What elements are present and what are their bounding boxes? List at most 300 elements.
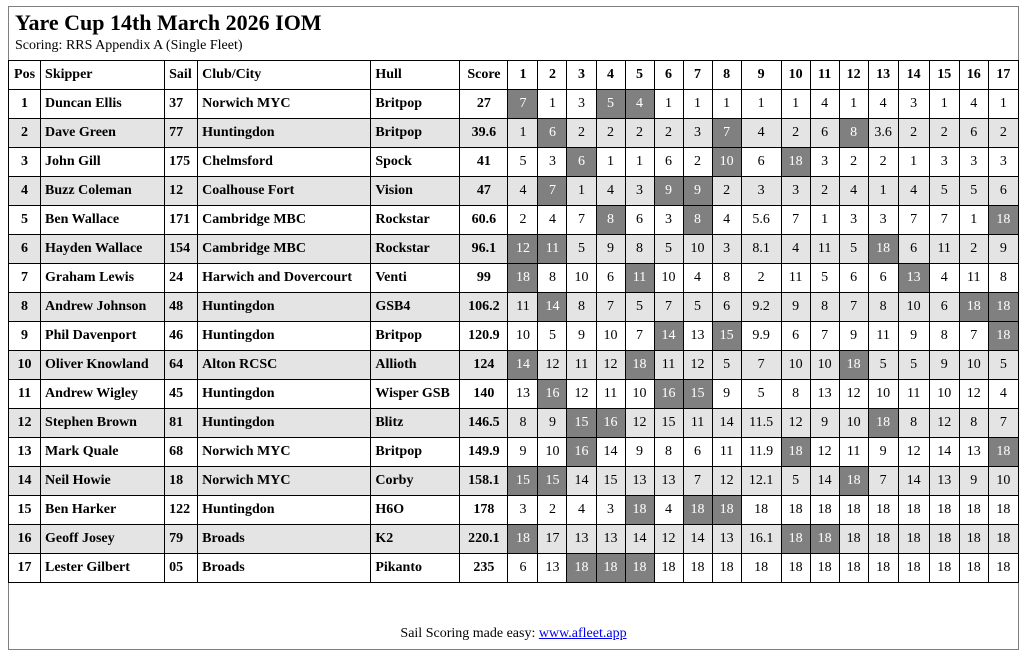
race-result-cell: 3: [839, 206, 868, 235]
race-result-cell: 7: [654, 293, 683, 322]
afleet-link[interactable]: www.afleet.app: [538, 626, 627, 641]
race-result-cell-discarded: 14: [508, 351, 538, 380]
club-cell: Huntingdon: [198, 119, 371, 148]
position-cell: 7: [9, 264, 41, 293]
col-header-race: 10: [781, 61, 810, 90]
race-result-cell: 18: [810, 496, 839, 525]
race-result-cell: 5: [654, 235, 683, 264]
race-result-cell: 18: [741, 554, 781, 583]
race-result-cell: 2: [988, 119, 1018, 148]
sail-number-cell: 46: [165, 322, 198, 351]
table-row: [9, 409, 1019, 438]
results-body: [9, 90, 1019, 583]
race-result-cell: 12: [898, 438, 929, 467]
race-result-cell: 5: [959, 177, 988, 206]
sail-number-cell: 81: [165, 409, 198, 438]
hull-cell: Wisper GSB: [371, 380, 460, 409]
sail-number-cell: 175: [165, 148, 198, 177]
hull-cell: H6O: [371, 496, 460, 525]
race-result-cell: 18: [988, 525, 1018, 554]
sail-number-cell: 68: [165, 438, 198, 467]
table-row: [9, 554, 1019, 583]
race-result-cell-discarded: 16: [596, 409, 625, 438]
race-result-cell: 6: [683, 438, 712, 467]
race-result-cell-discarded: 18: [683, 496, 712, 525]
race-result-cell: 6: [741, 148, 781, 177]
position-cell: 14: [9, 467, 41, 496]
race-result-cell: 5: [683, 293, 712, 322]
club-cell: Coalhouse Fort: [198, 177, 371, 206]
skipper-cell: Ben Harker: [41, 496, 165, 525]
skipper-cell: Andrew Wigley: [41, 380, 165, 409]
race-result-cell: 9: [567, 322, 596, 351]
race-result-cell: 1: [508, 119, 538, 148]
race-result-cell: 12: [959, 380, 988, 409]
race-result-cell-discarded: 4: [625, 90, 654, 119]
race-result-cell: 2: [898, 119, 929, 148]
race-result-cell: 9: [596, 235, 625, 264]
race-result-cell-discarded: 10: [712, 148, 741, 177]
race-result-cell-discarded: 12: [508, 235, 538, 264]
race-result-cell: 10: [988, 467, 1018, 496]
results-table: [8, 60, 1019, 583]
skipper-cell: Duncan Ellis: [41, 90, 165, 119]
skipper-cell: Hayden Wallace: [41, 235, 165, 264]
col-header-race: 13: [868, 61, 898, 90]
race-result-cell-discarded: 18: [988, 206, 1018, 235]
position-cell: 8: [9, 293, 41, 322]
race-result-cell: 6: [712, 293, 741, 322]
col-header-pos: Pos: [9, 61, 41, 90]
sail-number-cell: 79: [165, 525, 198, 554]
race-result-cell: 10: [781, 351, 810, 380]
col-header-race: 6: [654, 61, 683, 90]
race-result-cell: 8: [810, 293, 839, 322]
race-result-cell: 18: [654, 554, 683, 583]
race-result-cell: 9: [898, 322, 929, 351]
race-result-cell: 5: [625, 293, 654, 322]
score-cell: 120.9: [460, 322, 508, 351]
race-result-cell: 5: [929, 177, 959, 206]
race-result-cell: 11: [810, 235, 839, 264]
sail-number-cell: 122: [165, 496, 198, 525]
race-result-cell: 13: [654, 467, 683, 496]
table-row: [9, 206, 1019, 235]
race-result-cell: 10: [596, 322, 625, 351]
race-result-cell: 18: [898, 496, 929, 525]
race-result-cell: 7: [810, 322, 839, 351]
club-cell: Alton RCSC: [198, 351, 371, 380]
race-result-cell: 9: [712, 380, 741, 409]
col-header-race: 11: [810, 61, 839, 90]
race-result-cell-discarded: 18: [839, 467, 868, 496]
race-result-cell: 2: [508, 206, 538, 235]
race-result-cell: 1: [741, 90, 781, 119]
race-result-cell: 9.9: [741, 322, 781, 351]
race-result-cell: 6: [810, 119, 839, 148]
race-result-cell-discarded: 11: [538, 235, 567, 264]
col-header-race: 15: [929, 61, 959, 90]
score-cell: 149.9: [460, 438, 508, 467]
score-cell: 178: [460, 496, 508, 525]
race-result-cell: 18: [929, 554, 959, 583]
race-result-cell-discarded: 15: [712, 322, 741, 351]
race-result-cell: 13: [712, 525, 741, 554]
race-result-cell: 10: [625, 380, 654, 409]
race-result-cell: 12: [712, 467, 741, 496]
col-header-race: 12: [839, 61, 868, 90]
race-result-cell: 9: [839, 322, 868, 351]
race-result-cell: 8: [929, 322, 959, 351]
table-row: [9, 264, 1019, 293]
race-result-cell: 12: [781, 409, 810, 438]
sail-number-cell: 45: [165, 380, 198, 409]
race-result-cell: 18: [959, 496, 988, 525]
score-cell: 106.2: [460, 293, 508, 322]
race-result-cell-discarded: 16: [538, 380, 567, 409]
race-result-cell: 2: [654, 119, 683, 148]
race-result-cell-discarded: 16: [567, 438, 596, 467]
race-result-cell: 5: [538, 322, 567, 351]
skipper-cell: Lester Gilbert: [41, 554, 165, 583]
race-result-cell: 7: [868, 467, 898, 496]
race-result-cell: 18: [929, 496, 959, 525]
race-result-cell: 18: [988, 554, 1018, 583]
hull-cell: Vision: [371, 177, 460, 206]
race-result-cell: 11: [596, 380, 625, 409]
race-result-cell-discarded: 18: [868, 409, 898, 438]
race-result-cell: 3: [988, 148, 1018, 177]
race-result-cell: 4: [988, 380, 1018, 409]
race-result-cell: 1: [839, 90, 868, 119]
score-cell: 158.1: [460, 467, 508, 496]
race-result-cell-discarded: 18: [839, 351, 868, 380]
race-result-cell: 9: [988, 235, 1018, 264]
race-result-cell: 18: [741, 496, 781, 525]
table-row: [9, 467, 1019, 496]
race-result-cell: 18: [898, 554, 929, 583]
scoring-subtitle: Scoring: RRS Appendix A (Single Fleet): [15, 38, 243, 53]
race-result-cell: 10: [810, 351, 839, 380]
race-result-cell: 10: [538, 438, 567, 467]
hull-cell: Spock: [371, 148, 460, 177]
race-result-cell: 3: [596, 496, 625, 525]
score-cell: 41: [460, 148, 508, 177]
race-result-cell-discarded: 18: [596, 554, 625, 583]
race-result-cell: 9: [781, 293, 810, 322]
race-result-cell: 1: [567, 177, 596, 206]
race-result-cell: 8: [868, 293, 898, 322]
race-result-cell: 3: [654, 206, 683, 235]
race-result-cell-discarded: 13: [898, 264, 929, 293]
hull-cell: Pikanto: [371, 554, 460, 583]
col-header-race: 2: [538, 61, 567, 90]
race-result-cell: 3: [929, 148, 959, 177]
page-title: Yare Cup 14th March 2026 IOM: [15, 10, 322, 35]
position-cell: 1: [9, 90, 41, 119]
race-result-cell: 18: [988, 496, 1018, 525]
hull-cell: Britpop: [371, 438, 460, 467]
score-cell: 146.5: [460, 409, 508, 438]
race-result-cell-discarded: 18: [508, 525, 538, 554]
race-result-cell: 14: [567, 467, 596, 496]
race-result-cell: 5: [712, 351, 741, 380]
skipper-cell: Graham Lewis: [41, 264, 165, 293]
race-result-cell: 6: [959, 119, 988, 148]
race-result-cell-discarded: 9: [654, 177, 683, 206]
race-result-cell: 13: [625, 467, 654, 496]
col-header-race: 16: [959, 61, 988, 90]
race-result-cell: 1: [898, 148, 929, 177]
race-result-cell-discarded: 8: [596, 206, 625, 235]
race-result-cell: 2: [538, 496, 567, 525]
race-result-cell: 1: [868, 177, 898, 206]
race-result-cell: 8: [625, 235, 654, 264]
race-result-cell: 18: [959, 525, 988, 554]
position-cell: 5: [9, 206, 41, 235]
race-result-cell: 18: [929, 525, 959, 554]
race-result-cell: 6: [508, 554, 538, 583]
race-result-cell: 12: [596, 351, 625, 380]
race-result-cell: 2: [712, 177, 741, 206]
hull-cell: Britpop: [371, 322, 460, 351]
col-header-race: 7: [683, 61, 712, 90]
race-result-cell: 2: [868, 148, 898, 177]
race-result-cell: 4: [929, 264, 959, 293]
race-result-cell: 12: [839, 380, 868, 409]
race-result-cell: 4: [839, 177, 868, 206]
skipper-cell: Andrew Johnson: [41, 293, 165, 322]
position-cell: 17: [9, 554, 41, 583]
race-result-cell: 9.2: [741, 293, 781, 322]
race-result-cell-discarded: 8: [839, 119, 868, 148]
club-cell: Cambridge MBC: [198, 206, 371, 235]
race-result-cell: 3: [625, 177, 654, 206]
hull-cell: Venti: [371, 264, 460, 293]
race-result-cell: 8: [712, 264, 741, 293]
race-result-cell-discarded: 18: [625, 554, 654, 583]
race-result-cell-discarded: 6: [567, 148, 596, 177]
race-result-cell: 3.6: [868, 119, 898, 148]
race-result-cell: 7: [741, 351, 781, 380]
race-result-cell: 1: [959, 206, 988, 235]
skipper-cell: Phil Davenport: [41, 322, 165, 351]
race-result-cell-discarded: 18: [988, 293, 1018, 322]
score-cell: 60.6: [460, 206, 508, 235]
race-result-cell-discarded: 18: [508, 264, 538, 293]
race-result-cell: 15: [654, 409, 683, 438]
table-row: [9, 322, 1019, 351]
score-cell: 124: [460, 351, 508, 380]
score-cell: 47: [460, 177, 508, 206]
race-result-cell: 2: [839, 148, 868, 177]
race-result-cell: 1: [810, 206, 839, 235]
race-result-cell: 6: [839, 264, 868, 293]
race-result-cell: 8: [898, 409, 929, 438]
race-result-cell: 1: [654, 90, 683, 119]
race-result-cell: 10: [868, 380, 898, 409]
race-result-cell: 18: [712, 554, 741, 583]
race-result-cell-discarded: 15: [508, 467, 538, 496]
race-result-cell: 13: [538, 554, 567, 583]
race-result-cell: 11: [929, 235, 959, 264]
race-result-cell: 13: [508, 380, 538, 409]
col-header-race: 5: [625, 61, 654, 90]
race-result-cell: 1: [683, 90, 712, 119]
sail-number-cell: 154: [165, 235, 198, 264]
score-cell: 27: [460, 90, 508, 119]
race-result-cell: 12: [929, 409, 959, 438]
col-header-sail: Sail: [165, 61, 198, 90]
race-result-cell: 18: [898, 525, 929, 554]
race-result-cell: 7: [781, 206, 810, 235]
score-cell: 96.1: [460, 235, 508, 264]
hull-cell: Britpop: [371, 90, 460, 119]
race-result-cell: 6: [654, 148, 683, 177]
race-result-cell: 2: [781, 119, 810, 148]
sail-number-cell: 18: [165, 467, 198, 496]
race-result-cell-discarded: 6: [538, 119, 567, 148]
club-cell: Norwich MYC: [198, 467, 371, 496]
race-result-cell: 2: [567, 119, 596, 148]
race-result-cell: 18: [839, 525, 868, 554]
race-result-cell: 12: [538, 351, 567, 380]
race-result-cell-discarded: 15: [683, 380, 712, 409]
table-row: [9, 351, 1019, 380]
race-result-cell: 7: [898, 206, 929, 235]
race-result-cell: 4: [654, 496, 683, 525]
club-cell: Huntingdon: [198, 496, 371, 525]
race-result-cell: 3: [508, 496, 538, 525]
race-result-cell: 18: [839, 554, 868, 583]
sail-number-cell: 48: [165, 293, 198, 322]
race-result-cell: 5: [741, 380, 781, 409]
table-row: [9, 496, 1019, 525]
race-result-cell: 5: [508, 148, 538, 177]
race-result-cell: 2: [810, 177, 839, 206]
race-result-cell: 1: [538, 90, 567, 119]
race-result-cell: 5.6: [741, 206, 781, 235]
club-cell: Huntingdon: [198, 380, 371, 409]
race-result-cell: 4: [868, 90, 898, 119]
race-result-cell: 10: [959, 351, 988, 380]
race-result-cell: 3: [868, 206, 898, 235]
race-result-cell: 4: [712, 206, 741, 235]
skipper-cell: John Gill: [41, 148, 165, 177]
race-result-cell: 5: [868, 351, 898, 380]
race-result-cell: 14: [625, 525, 654, 554]
col-header-club: Club/City: [198, 61, 371, 90]
race-result-cell: 11: [898, 380, 929, 409]
race-result-cell: 4: [596, 177, 625, 206]
race-result-cell: 2: [683, 148, 712, 177]
race-result-cell: 11: [712, 438, 741, 467]
position-cell: 9: [9, 322, 41, 351]
club-cell: Harwich and Dovercourt: [198, 264, 371, 293]
race-result-cell-discarded: 15: [567, 409, 596, 438]
race-result-cell: 7: [683, 467, 712, 496]
race-result-cell: 4: [959, 90, 988, 119]
race-result-cell-discarded: 14: [538, 293, 567, 322]
race-result-cell: 3: [781, 177, 810, 206]
race-result-cell: 6: [625, 206, 654, 235]
race-result-cell: 3: [712, 235, 741, 264]
race-result-cell: 13: [929, 467, 959, 496]
race-result-cell: 18: [868, 525, 898, 554]
race-result-cell: 12: [654, 525, 683, 554]
race-result-cell: 7: [625, 322, 654, 351]
race-result-cell: 2: [596, 119, 625, 148]
race-result-cell: 6: [898, 235, 929, 264]
race-result-cell-discarded: 9: [683, 177, 712, 206]
race-result-cell: 4: [810, 90, 839, 119]
race-result-cell: 5: [781, 467, 810, 496]
race-result-cell: 3: [567, 90, 596, 119]
club-cell: Broads: [198, 554, 371, 583]
race-result-cell: 18: [781, 554, 810, 583]
position-cell: 13: [9, 438, 41, 467]
race-result-cell: 11: [959, 264, 988, 293]
race-result-cell: 6: [868, 264, 898, 293]
race-result-cell-discarded: 18: [959, 293, 988, 322]
race-result-cell: 11: [868, 322, 898, 351]
hull-cell: Blitz: [371, 409, 460, 438]
race-result-cell: 3: [741, 177, 781, 206]
race-result-cell-discarded: 5: [596, 90, 625, 119]
col-header-race: 9: [741, 61, 781, 90]
race-result-cell: 3: [898, 90, 929, 119]
position-cell: 2: [9, 119, 41, 148]
race-result-cell: 4: [538, 206, 567, 235]
race-result-cell: 18: [839, 496, 868, 525]
race-result-cell: 1: [625, 148, 654, 177]
race-result-cell: 14: [712, 409, 741, 438]
race-result-cell: 9: [538, 409, 567, 438]
race-result-cell: 11: [508, 293, 538, 322]
skipper-cell: Mark Quale: [41, 438, 165, 467]
col-header-skipper: Skipper: [41, 61, 165, 90]
race-result-cell: 8: [654, 438, 683, 467]
race-result-cell: 12.1: [741, 467, 781, 496]
race-result-cell-discarded: 18: [567, 554, 596, 583]
race-result-cell: 7: [567, 206, 596, 235]
race-result-cell: 18: [781, 496, 810, 525]
skipper-cell: Oliver Knowland: [41, 351, 165, 380]
race-result-cell: 7: [929, 206, 959, 235]
table-row: [9, 119, 1019, 148]
race-result-cell: 12: [625, 409, 654, 438]
header-row: [9, 61, 1019, 90]
race-result-cell-discarded: 18: [781, 438, 810, 467]
race-result-cell: 7: [839, 293, 868, 322]
hull-cell: Britpop: [371, 119, 460, 148]
race-result-cell: 4: [898, 177, 929, 206]
race-result-cell: 2: [741, 264, 781, 293]
race-result-cell: 17: [538, 525, 567, 554]
club-cell: Huntingdon: [198, 409, 371, 438]
club-cell: Norwich MYC: [198, 90, 371, 119]
race-result-cell: 18: [868, 554, 898, 583]
race-result-cell-discarded: 18: [712, 496, 741, 525]
race-result-cell: 11.5: [741, 409, 781, 438]
race-result-cell: 7: [596, 293, 625, 322]
skipper-cell: Neil Howie: [41, 467, 165, 496]
race-result-cell-discarded: 18: [810, 525, 839, 554]
position-cell: 16: [9, 525, 41, 554]
col-header-race: 17: [988, 61, 1018, 90]
sail-number-cell: 171: [165, 206, 198, 235]
col-header-race: 1: [508, 61, 538, 90]
